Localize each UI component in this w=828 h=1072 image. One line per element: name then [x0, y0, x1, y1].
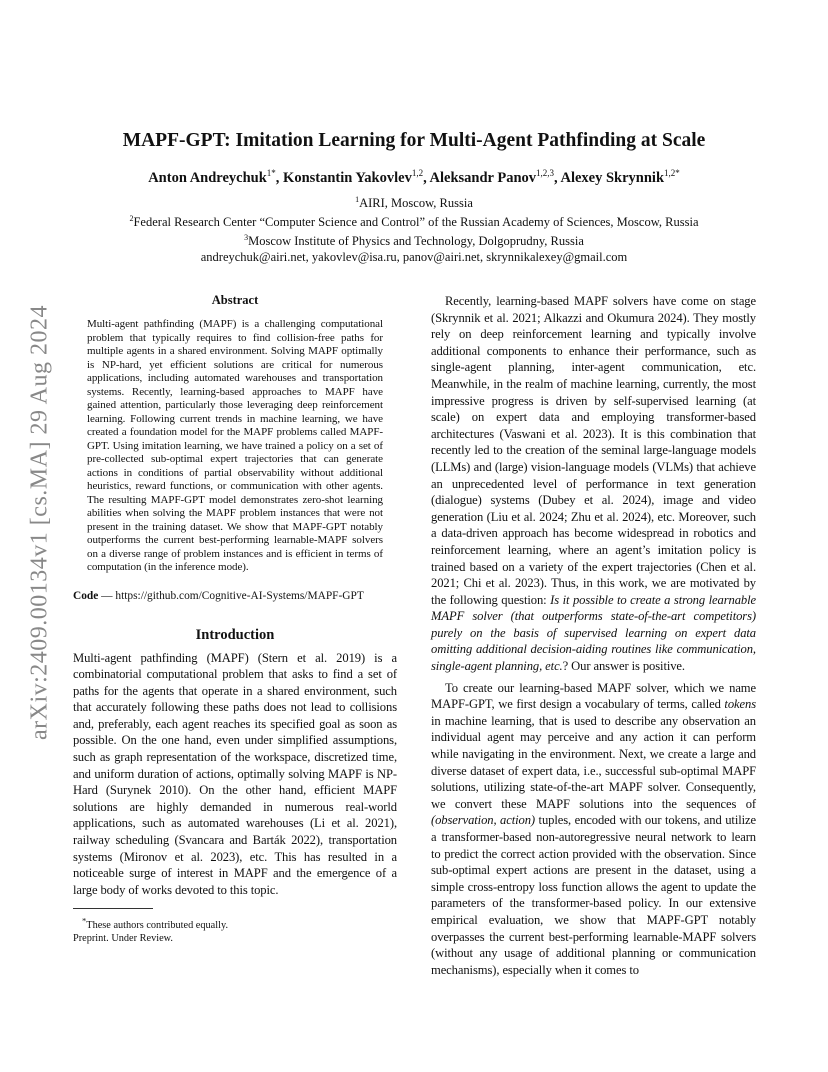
author-name: Anton Andreychuk: [148, 169, 267, 186]
introduction-paragraph: Multi-agent pathfinding (MAPF) (Stern et al. 2019) is a combinatorial computational problem that asks to find a set of paths for the agents that operate in a shared environment, such that accurately following these paths does not lead to collisions and, preferably, each agent reaches its specified goal as soon as possible. On the one hand, even under simplified assumptions, such as graph representation of the workspace, discretized time, and uniform duration of actions, optimally solving MAPF is NP-Hard (Surynek 2010). On the other hand, efficient MAPF solutions are highly demanded in numerous real-world applications, such as automated warehouses (Li et al. 2021), railway scheduling (Svancara and Barták 2022), transportation systems (Mironov et al. 2023), etc. This has resulted in a noticeable surge of interest in MAPF and the emergence of a large body of works devoted to this topic.: [73, 650, 397, 897]
code-separator: —: [98, 589, 116, 602]
affiliation-mark: 1: [355, 195, 360, 204]
code-label: Code: [73, 589, 99, 602]
author-name: Alexey Skrynnik: [560, 169, 665, 186]
author-affil-mark: 1*: [266, 168, 276, 178]
left-column: [73, 293, 397, 945]
author-affil-mark: 1,2,3: [536, 168, 555, 178]
affiliation: [0, 192, 828, 211]
affiliation-mark: 2: [129, 214, 134, 224]
affiliation-text: Moscow Institute of Physics and Technology, Dolgoprudny, Russia: [248, 234, 584, 249]
abstract-text: Multi-agent pathfinding (MAPF) is a challenging computational problem that typically requires to find collision-free paths for multiple agents in a shared environment. Solving MAPF optimally is NP-hard, yet efficient solutions are critical for numerous applications, including automated warehouses and transportation systems. Recently, learning-based approaches to MAPF have gained attention, particularly those leveraging deep reinforcement learning. Following current trends in machine learning, we have created a foundation model for the MAPF problems called MAPF-GPT. Using imitation learning, we have trained a policy on a set of pre-collected sub-optimal expert trajectories that can generate actions in conditions of partial observability without additional heuristics, reward functions, or communication with other agents. The resulting MAPF-GPT model demonstrates zero-shot learning abilities when solving the MAPF problem instances that were not present in the training dataset. We show that MAPF-GPT notably outperforms the current best-performing learnable-MAPF solvers on a diverse range of problem instances and is efficient in terms of computation (in the inference mode).: [87, 318, 383, 573]
paragraph-text: To create our learning-based MAPF solver, which we name MAPF-GPT, we first design a vocabulary of terms, called: [431, 680, 756, 712]
introduction-heading: Introduction: [195, 626, 275, 643]
research-question: Is it possible to create a strong learnable MAPF solver (that outperforms state-of-the-art competitors) purely on the basis of supervised learning on expert data omitting additional decision-aiding routines like communication, single-agent planning, etc.: [431, 592, 756, 674]
footnote-equal-contribution: [73, 914, 397, 931]
affiliation-text: AIRI, Moscow, Russia: [359, 196, 473, 211]
emphasis-term: tokens: [724, 697, 756, 712]
footnote-text: These authors contributed equally.: [86, 919, 229, 931]
code-url[interactable]: https://github.com/Cognitive-AI-Systems/MAPF-GPT: [115, 589, 364, 602]
footnote-rule: [73, 908, 153, 909]
abstract-heading: Abstract: [211, 293, 259, 307]
footnote-preprint: Preprint. Under Review.: [73, 932, 173, 944]
author-emails: andreychuk@airi.net, yakovlev@isa.ru, panov@airi.net, skrynnikalexey@gmail.com: [200, 250, 628, 265]
author-list: Anton Andreychuk$^{1*}$, Konstantin Yakovlev$^{1,2}$, Aleksandr Panov$^{1,2,3}$, Alexey Skrynnik$^{1,2*}$: [148, 168, 680, 186]
paragraph-text: tuples, encoded with our tokens, and utilize a transformer-based non-autoregressive neural network to learn to predict the correct action provided with the observation. Since sub-optimal expert actions are present in the dataset, using a simple cross-entropy loss function allows the agent to update the parameters of the transformer-based policy. In our extensive empirical evaluation, we show that MAPF-GPT notably overpasses the current best-performing learnable-MAPF solvers (without any usage of additional planning or communication mechanisms), especially when it comes to: [431, 813, 756, 977]
body-paragraph: [431, 293, 756, 675]
author-affil-mark: 1,2: [411, 168, 424, 178]
affiliation-text: Federal Research Center “Computer Science and Control” of the Russian Academy of Sciences, Moscow, Russia: [133, 215, 699, 230]
affiliation-mark: 3: [244, 233, 249, 243]
affiliations: [0, 192, 828, 265]
author-affil-mark: 1,2*: [664, 168, 680, 178]
affiliation: [0, 211, 828, 230]
author-name: Aleksandr Panov: [429, 169, 537, 186]
right-column: [431, 293, 756, 978]
body-paragraph: [431, 680, 756, 979]
emphasis-term: (observation, action): [431, 813, 536, 828]
paragraph-text: Recently, learning-based MAPF solvers have come on stage (Skrynnik et al. 2021; Alkazzi and Okumura 2024). They mostly rely on deep reinforcement learning and typically involve additional components to enhance their performance, such as single-agent planning, inter-agent communication, etc. Meanwhile, in the realm of machine learning, currently, the most impressive progress is driven by self-supervised learning (at scale) on expert data and employing transformer-based architectures (Vaswani et al. 2023). It is this combination that recently led to the creation of the seminal large-language models (LLMs) and (large) vision-language models (VLMs) that achieve an unprecedented level of performance in text generation (dialogue) systems (Dubey et al. 2024), image and video generation (Liu et al. 2024; Zhu et al. 2024), etc. Moreover, such a data-driven approach has become widespread in robotics and reinforcement learning, where an agent’s imitation policy is trained based on a variety of the expert trajectories (Chen et al. 2021; Chi et al. 2023). Thus, in this work, we are motivated by the following question:: [431, 294, 756, 607]
paper-title: MAPF-GPT: Imitation Learning for Multi-Agent Pathfinding at Scale: [122, 130, 706, 151]
paragraph-text: in machine learning, that is used to describe any observation an individual agent may perceive and any action it can perform while navigating in the environment. Next, we create a large and diverse dataset of expert data, i.e., successful sub-optimal MAPF solutions, utilizing state-of-the-art MAPF solver. Consequently, we convert these MAPF solutions into the sequences of: [431, 713, 756, 811]
paragraph-text: ? Our answer is positive.: [562, 659, 685, 674]
affiliation: [0, 230, 828, 249]
author-name: Konstantin Yakovlev: [283, 169, 412, 186]
footnote-mark: *: [82, 915, 87, 926]
arxiv-identifier: arXiv:2409.00134v1 [cs.MA] 29 Aug 2024: [26, 305, 53, 741]
code-link-line: [73, 590, 397, 602]
